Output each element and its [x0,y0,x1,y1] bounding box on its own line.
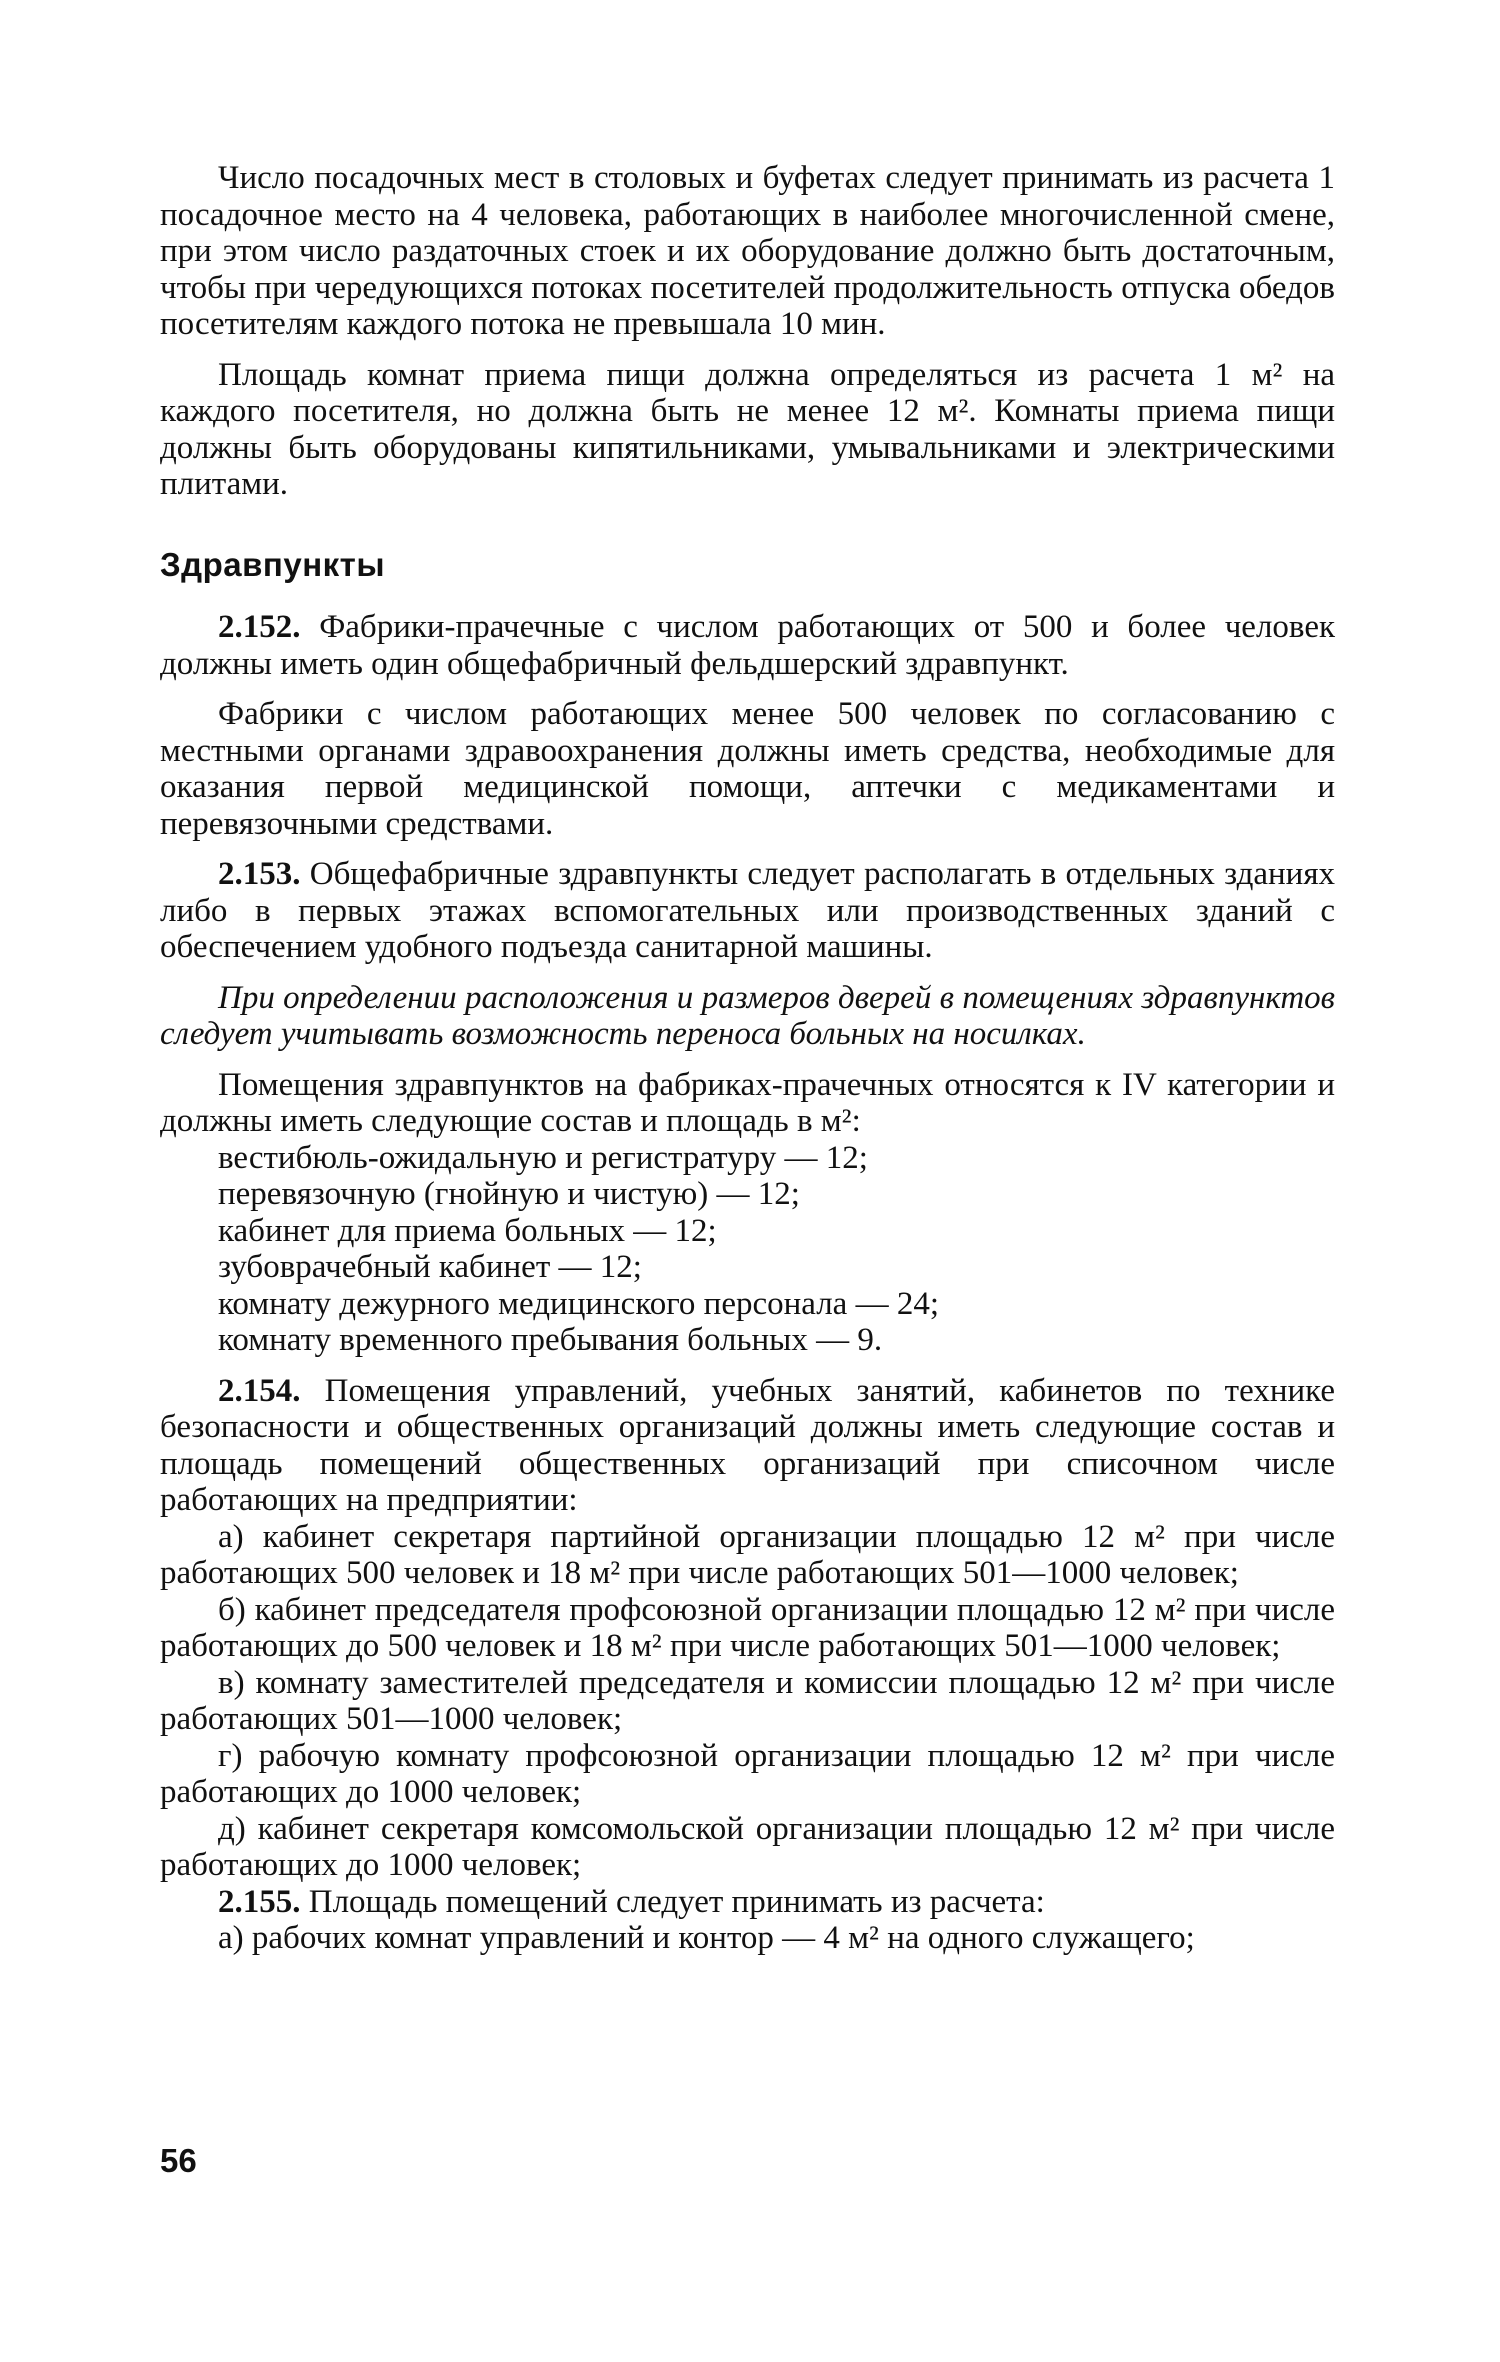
clause-number: 2.155. [218,1883,301,1920]
list-item: комнату дежурного медицинского персонала — 24; [218,1285,939,1322]
list-item: в) комнату заместителей председателя и комиссии площадью 12 м² при числе работающих 501—1000 человек; [160,1664,1335,1737]
list-item: комнату временного пребывания больных — 9. [218,1322,883,1358]
list-item: вестибюль-ожидальную и регистратуру — 12; [218,1139,868,1176]
list-item: а) рабочих комнат управлений и контор — 4 м² на одного служащего; [218,1920,1195,1956]
paragraph-dining-seats: Число посадочных мест в столовых и буфетах следует принимать из расчета 1 посадочное место на 4 человека, работающих в наиболее многочисленной смене, при этом число раздаточных стоек и их оборудование должно быть достаточным, чтобы при чередующихся потоках посетителей продолжительность отпуска обедов посетителям каждого потока не превышала 10 мин. [160,160,1335,342]
clause-text: Помещения управлений, учебных занятий, кабинетов по технике безопасности и общественных организаций должны иметь следующие состав и площадь помещений общественных организаций при списочном числе работающих на предприятии: [160,1372,1335,1518]
list-item: а) кабинет секретаря партийной организации площадью 12 м² при числе работающих 500 человек и 18 м² при числе работающих 501—1000 человек; [160,1518,1335,1591]
clause-text: Общефабричные здравпункты следует располагать в отдельных зданиях либо в первых этажах вспомогательных или производственных зданий с обеспечением удобного подъезда санитарной машины. [160,856,1335,965]
clause-number: 2.152. [218,609,301,645]
paragraph-rooms-category: Помещения здравпунктов на фабриках-прачечных относятся к IV категории и должны иметь следующие состав и площадь в м²: [160,1066,1335,1139]
page-number: 56 [160,2142,197,2179]
clause-2152 [160,609,1335,682]
clause-number: 2.154. [218,1372,301,1409]
clause-2155 [160,1884,1335,1921]
clause-text: Площадь помещений следует принимать из расчета: [308,1883,1045,1920]
clause-2154 [160,1373,1335,1519]
organization-rooms-list [160,1519,1335,1884]
paragraph-small-factories: Фабрики с числом работающих менее 500 человек по согласованию с местными органами здравоохранения должны иметь средства, необходимые для оказания первой медицинской помощи, аптечки с медикаментами и перевязочными средствами. [160,696,1335,842]
list-item: б) кабинет председателя профсоюзной организации площадью 12 м² при числе работающих до 500 человек и 18 м² при числе работающих 501—1000 человек; [160,1591,1335,1664]
paragraph-dining-room-area: Площадь комнат приема пищи должна определяться из расчета 1 м² на каждого посетителя, но должна быть не менее 12 м². Комнаты приема пищи должны быть оборудованы кипятильниками, умывальниками и электрическими плитами. [160,356,1335,502]
area-calculation-list [160,1920,1335,1957]
page-body [160,160,1335,1957]
section-heading: Здравпункты [160,545,385,583]
clause-number: 2.153. [218,856,301,892]
paragraph-doors: При определении расположения и размеров дверей в помещениях здравпунктов следует учитывать возможность переноса больных на носилках. [160,979,1335,1052]
list-item: г) рабочую комнату профсоюзной организации площадью 12 м² при числе работающих до 1000 человек; [160,1737,1335,1810]
health-post-rooms-list [160,1140,1335,1359]
list-item: д) кабинет секретаря комсомольской организации площадью 12 м² при числе работающих до 1000 человек; [160,1810,1335,1883]
list-item: зубоврачебный кабинет — 12; [218,1249,642,1285]
list-item: кабинет для приема больных — 12; [218,1212,717,1249]
clause-text: Фабрики-прачечные с числом работающих от 500 и более человек должны иметь один общефабричный фельдшерский здравпункт. [160,609,1335,682]
list-item: перевязочную (гнойную и чистую) — 12; [218,1176,800,1212]
clause-2153 [160,856,1335,966]
